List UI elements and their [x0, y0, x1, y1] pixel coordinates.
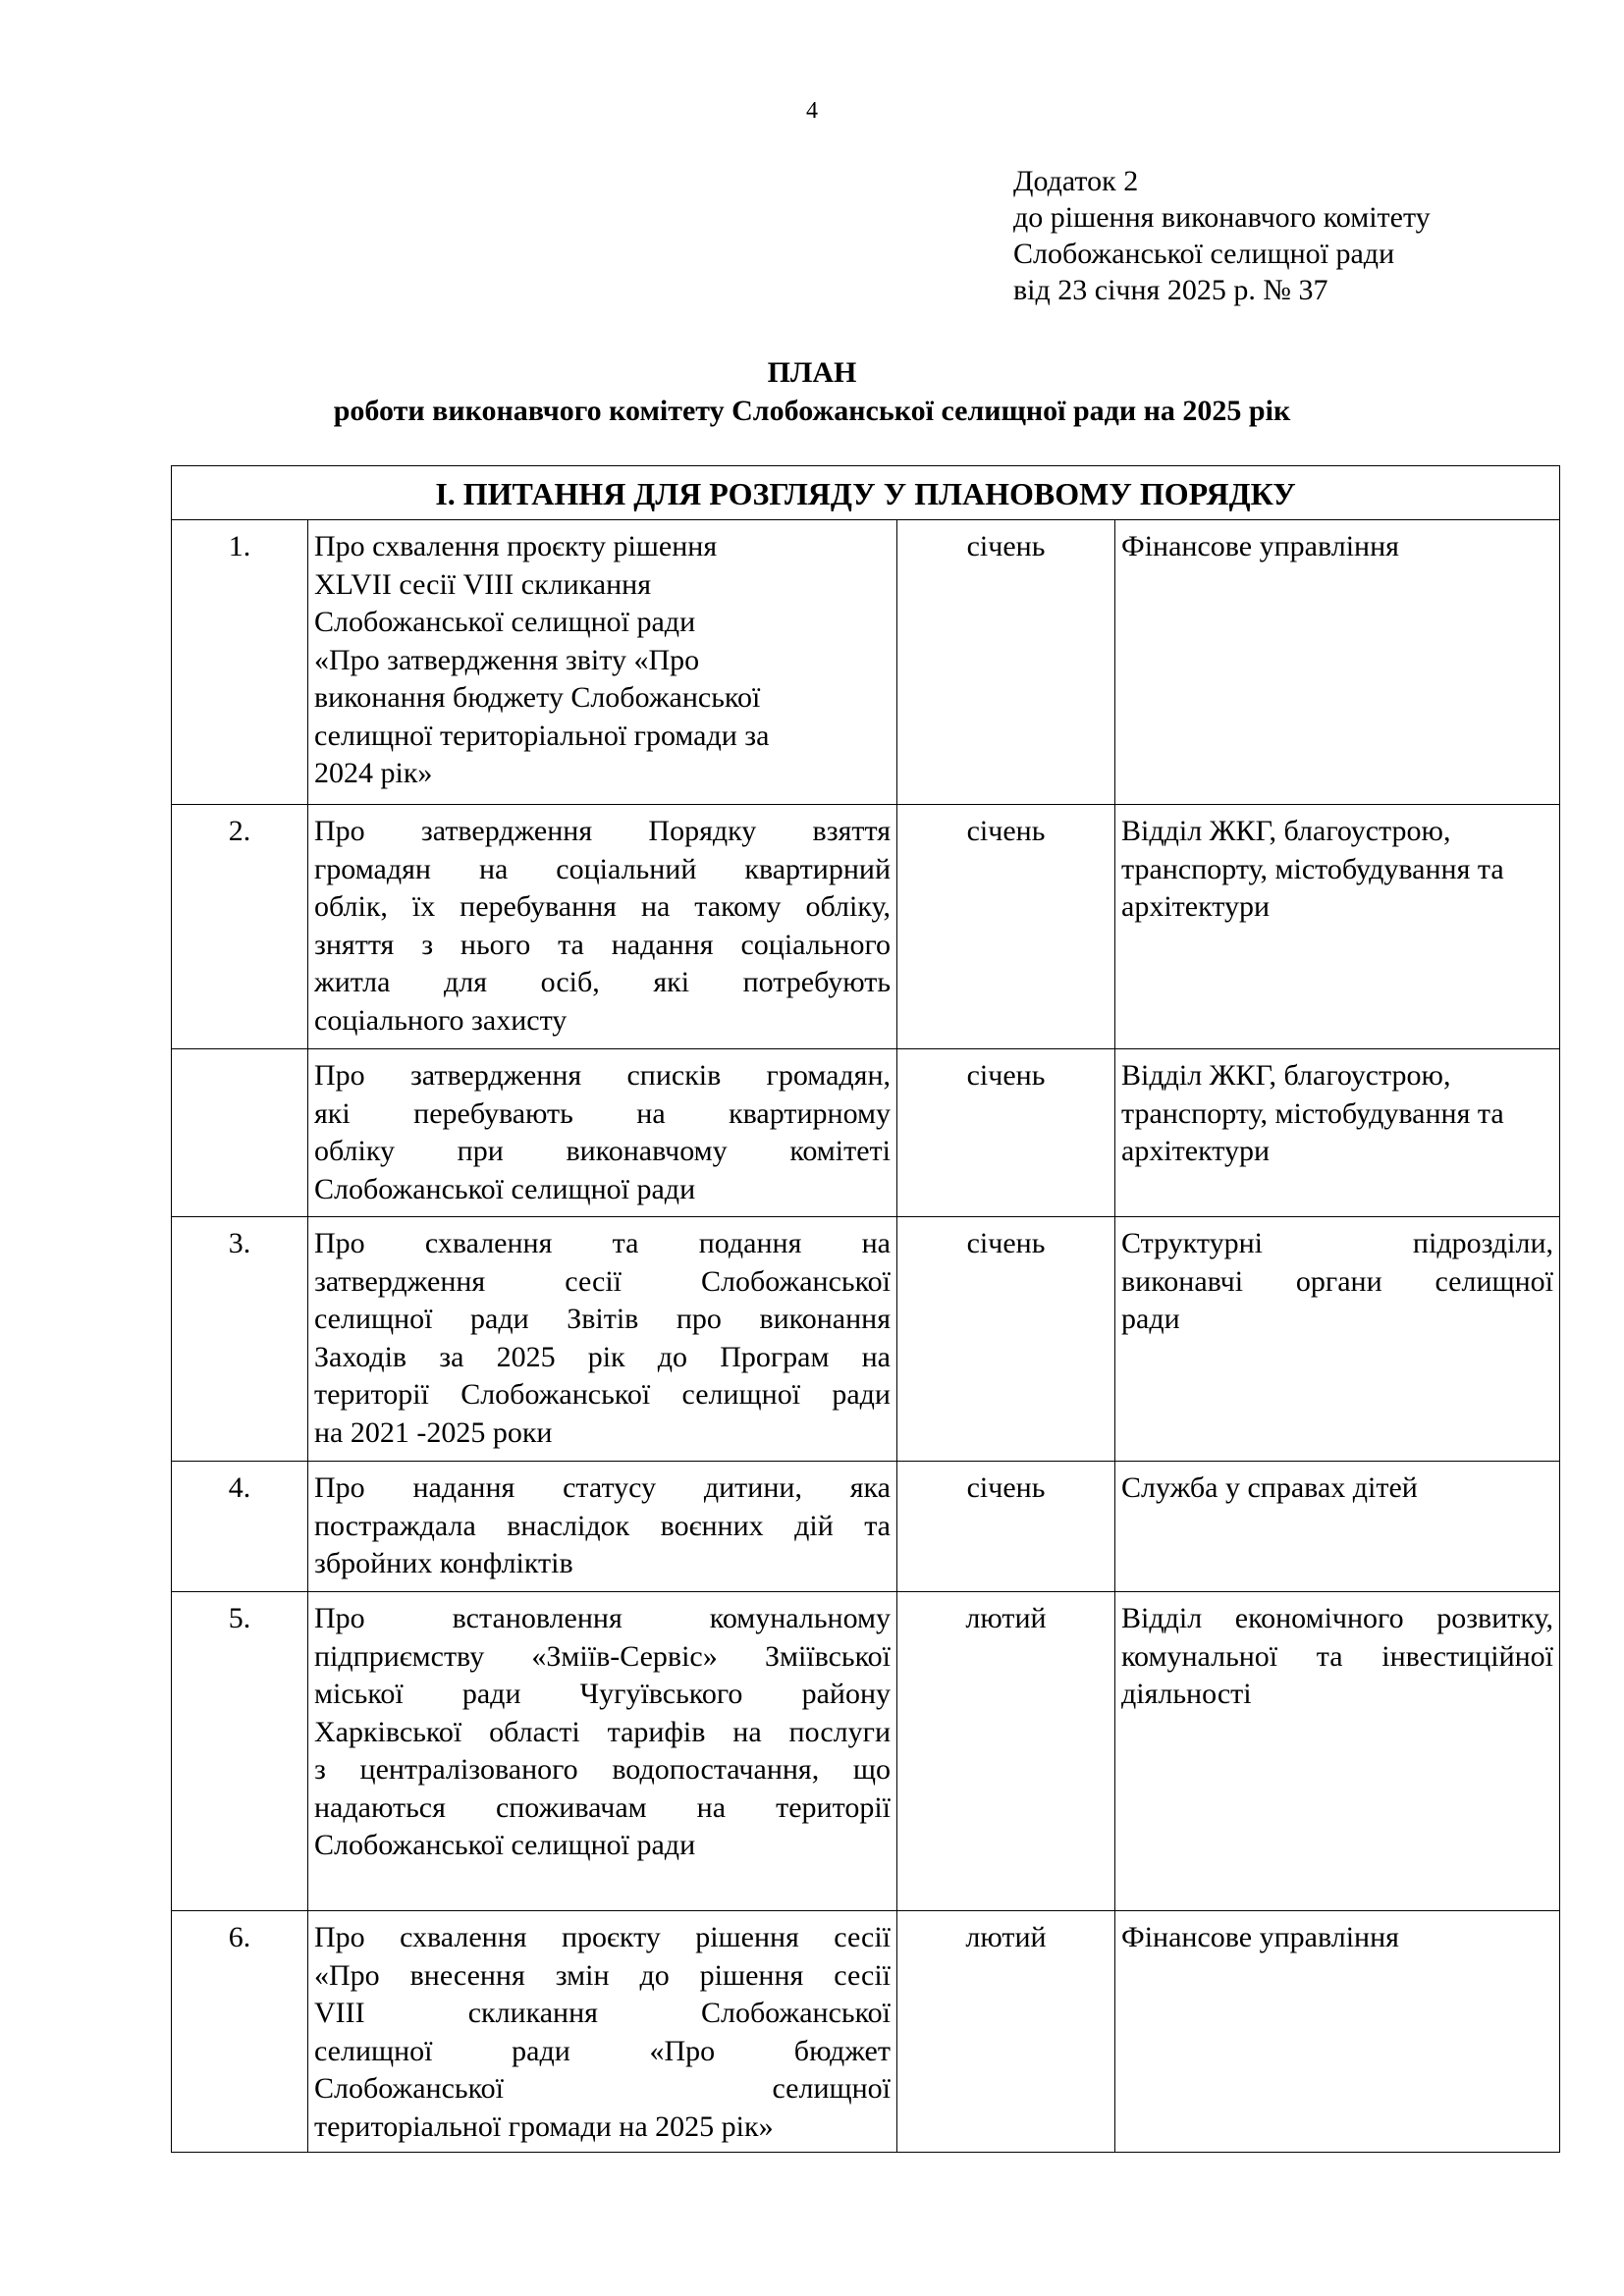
responsible-line: комунальної та інвестиційної — [1121, 1639, 1554, 1673]
row-month: січень — [897, 1217, 1115, 1462]
appendix-line: Додаток 2 — [1013, 165, 1139, 197]
row-responsible — [1115, 805, 1560, 1049]
subject-line: обліку при виконавчому комітеті — [314, 1135, 891, 1167]
row-month: січень — [897, 805, 1115, 1049]
row-month: січень — [897, 1462, 1115, 1592]
subject-line: житла для осіб, які потребують — [314, 966, 891, 998]
subject-line: затвердження сесії Слобожанської — [314, 1264, 891, 1298]
subject-line: території Слобожанської селищної ради — [314, 1378, 891, 1411]
responsible-line: Служба у справах дітей — [1121, 1471, 1418, 1504]
table-row — [172, 1911, 1560, 2153]
row-number: 2. — [172, 805, 308, 1049]
subject-line: Слобожанської селищної ради — [314, 1829, 696, 1861]
document-title: ПЛАН — [767, 356, 857, 389]
subject-line: підприємству «Зміїв-Сервіс» Зміївської — [314, 1639, 891, 1673]
subject-line: зняття з нього та надання соціального — [314, 928, 891, 961]
subject-line: Про схвалення проєкту рішення сесії — [314, 1921, 891, 1953]
responsible-line: Відділ ЖКГ, благоустрою, — [1121, 1059, 1451, 1092]
responsible-line: Відділ ЖКГ, благоустрою, — [1121, 815, 1451, 847]
subject-line: Про встановлення комунальному — [314, 1602, 891, 1634]
row-number: 1. — [172, 520, 308, 805]
responsible-line: Фінансове управління — [1121, 530, 1399, 562]
row-number: 3. — [172, 1217, 308, 1462]
row-subject — [308, 1592, 897, 1911]
appendix-line: від 23 січня 2025 р. № 37 — [1013, 274, 1328, 306]
section-header-row — [172, 466, 1560, 520]
row-subject — [308, 1911, 897, 2153]
subject-line: 2024 рік» — [314, 757, 433, 789]
appendix-block — [1013, 163, 1431, 308]
subject-line: міської ради Чугуївського району — [314, 1678, 891, 1710]
table-row — [172, 1049, 1560, 1217]
subject-line: «Про затвердження звіту «Про — [314, 643, 700, 676]
subject-line: селищної територіальної громади за — [314, 719, 770, 752]
responsible-line: Відділ економічного розвитку, — [1121, 1602, 1554, 1634]
responsible-line: виконавчі органи селищної — [1121, 1264, 1554, 1298]
row-number: 6. — [172, 1911, 308, 2153]
row-subject — [308, 1049, 897, 1217]
row-number — [172, 1049, 308, 1217]
row-month: січень — [897, 520, 1115, 805]
row-month: лютий — [897, 1592, 1115, 1911]
subject-line: постраждала внаслідок воєнних дій та — [314, 1509, 891, 1542]
appendix-line: Слобожанської селищної ради — [1013, 238, 1395, 270]
row-subject — [308, 1462, 897, 1592]
responsible-line: архітектури — [1121, 1135, 1271, 1167]
table-row — [172, 805, 1560, 1049]
subject-line: громадян на соціальний квартирний — [314, 852, 891, 885]
subject-line: Заходів за 2025 рік до Програм на — [314, 1340, 891, 1373]
responsible-line: діяльності — [1121, 1678, 1252, 1710]
subject-line: селищної ради «Про бюджет — [314, 2034, 891, 2067]
subject-line: соціального захисту — [314, 1003, 568, 1037]
subject-line: Харківської області тарифів на послуги — [314, 1715, 891, 1748]
row-responsible — [1115, 520, 1560, 805]
row-responsible — [1115, 1462, 1560, 1592]
subject-line: Слобожанської селищної — [314, 2072, 891, 2105]
responsible-line: транспорту, містобудування та — [1121, 1096, 1504, 1130]
responsible-line: Фінансове управління — [1121, 1921, 1399, 1953]
responsible-line: ради — [1121, 1303, 1180, 1335]
subject-line: XLVII сесії VIII скликання — [314, 567, 652, 601]
subject-line: з централізованого водопостачання, що — [314, 1753, 891, 1786]
responsible-line: транспорту, містобудування та — [1121, 852, 1504, 885]
subject-line: VIII скликання Слобожанської — [314, 1997, 891, 2029]
responsible-line: архітектури — [1121, 890, 1271, 923]
appendix-line: до рішення виконавчого комітету — [1013, 201, 1431, 234]
row-responsible — [1115, 1592, 1560, 1911]
subject-line: облік, їх перебування на такому обліку, — [314, 890, 891, 923]
subject-line: Про схвалення та подання на — [314, 1227, 891, 1259]
subject-line: надаються споживачам на території — [314, 1790, 891, 1824]
subject-line: Слобожанської селищної ради — [314, 1172, 696, 1205]
responsible-line: Структурні підрозділи, — [1121, 1227, 1554, 1259]
row-subject — [308, 1217, 897, 1462]
row-responsible — [1115, 1217, 1560, 1462]
subject-line: збройних конфліктів — [314, 1547, 573, 1579]
row-month: лютий — [897, 1911, 1115, 2153]
subject-line: Про затвердження списків громадян, — [314, 1059, 891, 1092]
subject-line: Про надання статусу дитини, яка — [314, 1471, 891, 1504]
subject-line: селищної ради Звітів про виконання — [314, 1303, 891, 1335]
subject-line: Слобожанської селищної ради — [314, 606, 696, 638]
table-row — [172, 1592, 1560, 1911]
row-responsible — [1115, 1049, 1560, 1217]
row-subject — [308, 805, 897, 1049]
table-row — [172, 1217, 1560, 1462]
row-responsible — [1115, 1911, 1560, 2153]
subject-line: Про затвердження Порядку взяття — [314, 815, 891, 847]
subject-line: виконання бюджету Слобожанської — [314, 681, 761, 714]
row-month: січень — [897, 1049, 1115, 1217]
subject-line: Про схвалення проєкту рішення — [314, 530, 718, 562]
subject-line: які перебувають на квартирному — [314, 1096, 891, 1130]
document-subtitle: роботи виконавчого комітету Слобожанської селищної ради на 2025 рік — [333, 395, 1291, 427]
row-subject — [308, 520, 897, 805]
table-row — [172, 520, 1560, 805]
page-number: 4 — [806, 98, 818, 124]
row-number: 4. — [172, 1462, 308, 1592]
section-header: І. ПИТАННЯ ДЛЯ РОЗГЛЯДУ У ПЛАНОВОМУ ПОРЯДКУ — [172, 466, 1560, 520]
subject-line: територіальної громади на 2025 рік» — [314, 2109, 774, 2143]
subject-line: «Про внесення змін до рішення сесії — [314, 1958, 891, 1992]
table-row — [172, 1462, 1560, 1592]
plan-table — [171, 465, 1560, 2153]
row-number: 5. — [172, 1592, 308, 1911]
subject-line: на 2021 -2025 роки — [314, 1415, 553, 1449]
